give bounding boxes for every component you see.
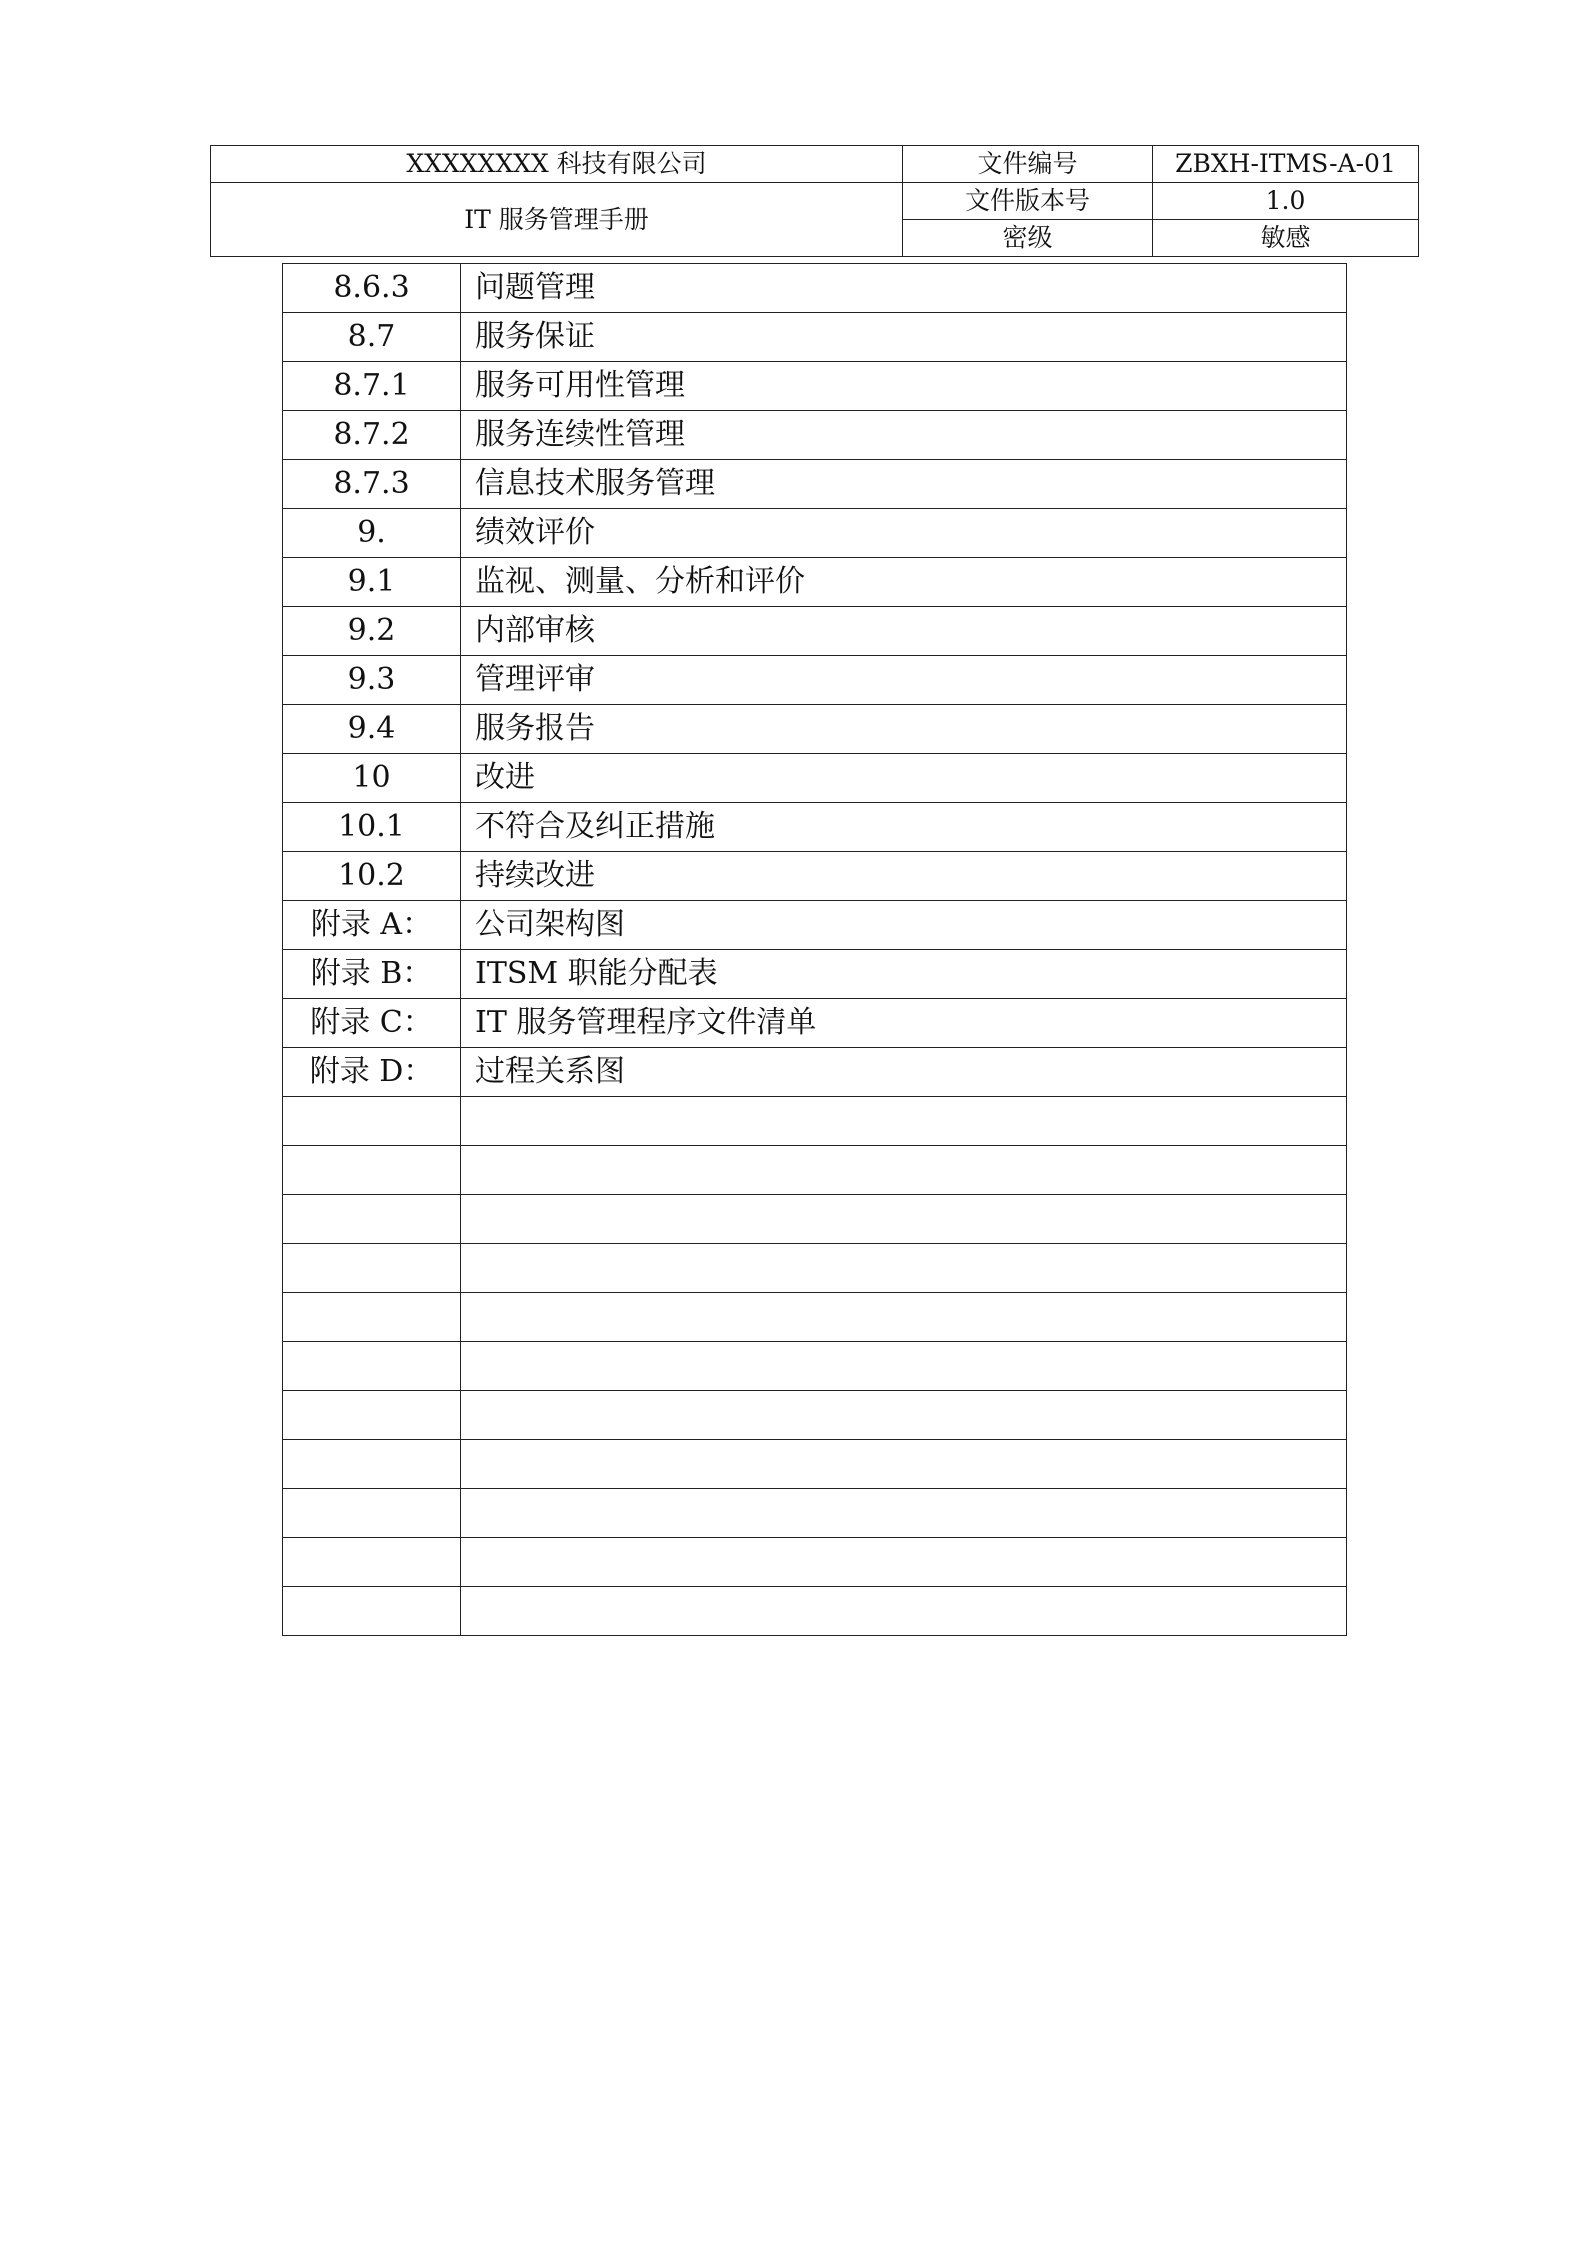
version-value: 1.0 [1153,183,1419,220]
document-title: IT 服务管理手册 [211,183,903,257]
table-row [283,607,1347,656]
table-row [283,950,1347,999]
toc-section-number [283,1489,461,1538]
toc-section-number [283,1146,461,1195]
toc-section-title [461,1538,1347,1587]
toc-section-title: 公司架构图 [461,901,1347,950]
table-row [283,754,1347,803]
toc-section-title [461,1195,1347,1244]
table-row [283,1587,1347,1636]
table-row [283,264,1347,313]
toc-section-number [283,1538,461,1587]
toc-section-number: 10.1 [283,803,461,852]
table-row [283,1391,1347,1440]
table-row [283,1342,1347,1391]
table-row [283,705,1347,754]
security-value: 敏感 [1153,220,1419,257]
toc-section-title [461,1440,1347,1489]
table-row [283,509,1347,558]
toc-section-title [461,1244,1347,1293]
toc-section-title: ITSM 职能分配表 [461,950,1347,999]
toc-section-title: 不符合及纠正措施 [461,803,1347,852]
toc-section-title [461,1146,1347,1195]
toc-section-number [283,1195,461,1244]
version-label: 文件版本号 [903,183,1153,220]
table-row [283,460,1347,509]
toc-section-number: 8.7.2 [283,411,461,460]
toc-section-number: 8.7.1 [283,362,461,411]
table-row [283,1195,1347,1244]
table-row [283,411,1347,460]
table-row [283,313,1347,362]
toc-section-title: 监视、测量、分析和评价 [461,558,1347,607]
toc-section-title: IT 服务管理程序文件清单 [461,999,1347,1048]
toc-section-title [461,1391,1347,1440]
table-row [283,803,1347,852]
toc-section-title [461,1097,1347,1146]
toc-section-number: 9.2 [283,607,461,656]
toc-section-title: 绩效评价 [461,509,1347,558]
toc-section-title: 服务报告 [461,705,1347,754]
security-label: 密级 [903,220,1153,257]
toc-section-number [283,1587,461,1636]
toc-section-title: 服务连续性管理 [461,411,1347,460]
toc-section-number: 9.4 [283,705,461,754]
toc-section-number: 附录 B： [283,950,461,999]
table-row [283,1489,1347,1538]
toc-section-title: 过程关系图 [461,1048,1347,1097]
toc-section-title: 内部审核 [461,607,1347,656]
toc-section-number: 9.1 [283,558,461,607]
toc-section-title: 持续改进 [461,852,1347,901]
toc-section-title [461,1342,1347,1391]
table-row [283,1538,1347,1587]
table-row [283,558,1347,607]
toc-section-title: 信息技术服务管理 [461,460,1347,509]
table-row [283,1048,1347,1097]
table-row [283,1440,1347,1489]
toc-section-number: 10.2 [283,852,461,901]
toc-section-number: 8.6.3 [283,264,461,313]
toc-section-number [283,1097,461,1146]
toc-section-title: 改进 [461,754,1347,803]
toc-section-number [283,1391,461,1440]
toc-section-number: 9.3 [283,656,461,705]
toc-section-title: 服务可用性管理 [461,362,1347,411]
table-row [283,1097,1347,1146]
toc-section-number: 附录 C： [283,999,461,1048]
toc-section-title [461,1587,1347,1636]
toc-section-number: 10 [283,754,461,803]
toc-section-number: 附录 D： [283,1048,461,1097]
toc-section-number: 8.7 [283,313,461,362]
table-row [283,1244,1347,1293]
doc-number-value: ZBXH-ITMS-A-01 [1153,146,1419,183]
toc-section-number [283,1244,461,1293]
doc-number-label: 文件编号 [903,146,1153,183]
toc-section-title: 问题管理 [461,264,1347,313]
table-row [283,999,1347,1048]
table-row [283,362,1347,411]
toc-section-title [461,1489,1347,1538]
toc-section-number [283,1440,461,1489]
toc-section-number: 附录 A： [283,901,461,950]
table-row [283,656,1347,705]
toc-section-title: 服务保证 [461,313,1347,362]
toc-section-number: 9. [283,509,461,558]
document-header [210,145,1419,257]
toc-section-title: 管理评审 [461,656,1347,705]
toc-section-number [283,1293,461,1342]
table-row [283,1146,1347,1195]
toc-section-title [461,1293,1347,1342]
table-row [283,852,1347,901]
table-row [283,1293,1347,1342]
table-row [283,901,1347,950]
toc-section-number [283,1342,461,1391]
company-name: XXXXXXXX 科技有限公司 [211,146,903,183]
table-of-contents [282,263,1347,1636]
toc-section-number: 8.7.3 [283,460,461,509]
